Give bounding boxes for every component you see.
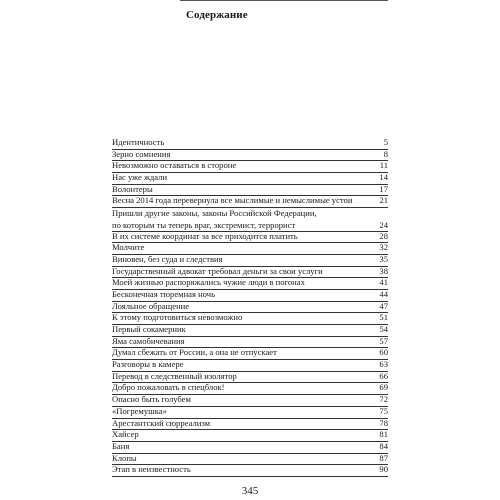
toc-entry-page: 47: [379, 300, 388, 311]
toc-entry-title: Моей жизнью распоряжались чужие люди в погонах: [112, 277, 305, 288]
toc-entry-page: 57: [379, 335, 388, 346]
toc-entry-title: Первый сокамерник: [112, 324, 186, 334]
toc-entry-title: Весна 2014 года перевернула все мыслимые и немыслимые устои: [112, 195, 353, 206]
toc-entry-title: В их системе координат за все приходится платить: [112, 230, 298, 241]
toc-entry-page: 14: [379, 172, 388, 183]
toc-entry-page: 63: [379, 359, 388, 370]
toc-entry-title: Опасно быть голубем: [112, 394, 191, 405]
toc-entry-page: 24: [379, 219, 388, 230]
top-rule: [180, 0, 388, 1]
toc-entry-title: Идентичность: [112, 136, 165, 147]
toc-entry-title: Добро пожаловать в спецблок!: [112, 382, 225, 393]
toc-entry-title: Клопы: [112, 452, 137, 463]
page-title: Содержание: [186, 9, 248, 21]
toc-entry: [112, 196, 388, 208]
toc-entry-title: Молчите: [112, 242, 145, 253]
toc-entry-title: Хайсер: [112, 429, 139, 440]
toc-entry-title: Арестантский сюрреализм: [112, 417, 211, 428]
toc-entry: [112, 465, 388, 477]
toc-entry-title-line2: по которым ты теперь враг, экстремист, террорист: [112, 219, 296, 230]
toc-entry-title: Перевод в следственный изолятор: [112, 370, 237, 381]
toc-entry-title: Разговоры в камере: [112, 359, 184, 370]
toc-entry-title: Волонтеры: [112, 183, 153, 194]
toc-entry-title: Лояльное обращение: [112, 300, 190, 311]
toc-entry-title: «Погремушка»: [112, 405, 167, 416]
toc-entry-page: 8: [383, 148, 388, 159]
toc-entry-page: 78: [379, 417, 388, 428]
toc-entry-page: 17: [379, 183, 388, 194]
toc-entry-page: 41: [379, 277, 388, 288]
toc-entry-title: Зерно сомнения: [112, 148, 171, 159]
toc-entry-page: 5: [383, 136, 388, 147]
toc-entry-title-line1: Пришли другие законы, законы Российской Федерации,: [112, 208, 317, 219]
toc-entry-page: 90: [379, 464, 388, 475]
toc-entry-page: 11: [379, 160, 388, 171]
table-of-contents: [112, 138, 388, 477]
toc-entry-title: Яма самобичевания: [112, 335, 185, 346]
toc-entry-page: 44: [379, 288, 388, 299]
toc-entry-page: 69: [379, 382, 388, 393]
toc-entry-page: 21: [379, 195, 388, 206]
toc-entry-title: Нас уже ждали: [112, 172, 168, 183]
toc-entry-title: Виновен, без суда и следствия: [112, 253, 223, 264]
toc-entry-page: 54: [379, 324, 388, 334]
toc-entry-page: 75: [379, 405, 388, 416]
toc-entry-title: Бесконечная тюремная ночь: [112, 288, 216, 299]
toc-entry-page: 51: [379, 312, 388, 323]
page-number: 345: [241, 485, 259, 497]
toc-entry-title: Думал сбежать от России, а она не отпускает: [112, 347, 277, 358]
toc-entry-page: 87: [379, 452, 388, 463]
toc-entry: [112, 208, 388, 231]
toc-entry-title: Баня: [112, 440, 130, 451]
toc-entry-page: 60: [379, 347, 388, 358]
toc-entry-page: 72: [379, 394, 388, 405]
toc-entry-page: 35: [379, 253, 388, 264]
toc-entry-title: Государственный адвокат требовал деньги за свои услуги: [112, 265, 323, 276]
toc-entry-page: 28: [379, 230, 388, 241]
toc-entry-title: Невозможно оставаться в стороне: [112, 160, 237, 171]
toc-entry-page: 38: [379, 265, 388, 276]
toc-entry-page: 66: [379, 370, 388, 381]
toc-entry-page: 84: [379, 440, 388, 451]
toc-entry-title: Этап в неизвестность: [112, 464, 191, 475]
toc-entry-page: 32: [379, 242, 388, 253]
toc-entry-title: К этому подготовиться невозможно: [112, 312, 243, 323]
toc-entry-page: 81: [379, 429, 388, 440]
